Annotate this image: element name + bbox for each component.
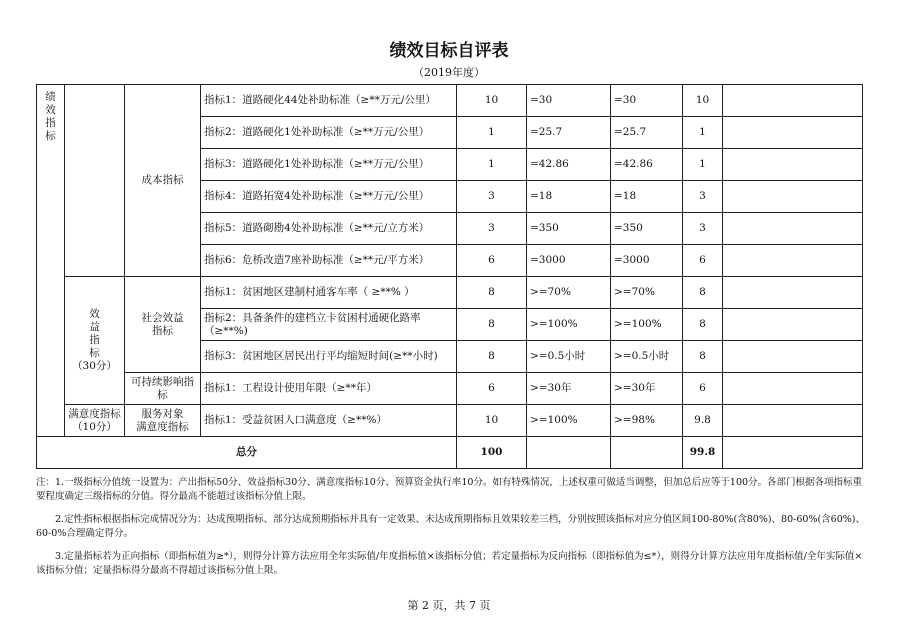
performance-table (36, 84, 863, 469)
actual-value: >=98% (611, 405, 683, 437)
target-value: =3000 (527, 245, 611, 277)
remarks (723, 405, 863, 437)
weight: 8 (457, 309, 527, 341)
weight: 6 (457, 245, 527, 277)
score: 8 (683, 277, 723, 309)
empty (527, 437, 611, 469)
total-weight: 100 (457, 437, 527, 469)
level1-label: 绩 效 指 标 (37, 85, 65, 437)
target-value: >=0.5小时 (527, 341, 611, 373)
weight: 6 (457, 373, 527, 405)
target-value: =30 (527, 85, 611, 117)
score: 9.8 (683, 405, 723, 437)
actual-value: =25.7 (611, 117, 683, 149)
weight: 8 (457, 277, 527, 309)
page-subtitle: （2019年度） (413, 66, 485, 79)
target-value: >=100% (527, 309, 611, 341)
indicator-name: 指标2：道路硬化1处补助标准（≥**万元/公里） (201, 117, 457, 149)
level3-social: 社会效益 指标 (125, 277, 201, 373)
weight: 3 (457, 213, 527, 245)
actual-value: =30 (611, 85, 683, 117)
note-2: 2.定性指标根据指标完成情况分为：达成预期指标、部分达成预期指标并具有一定效果、未达成预期指标且效果较差三档，分别按照该指标对应分值区间100-80%(含80%)、80-60%(含60%)、60-0%合理确定得分。 (36, 514, 865, 539)
target-value: =350 (527, 213, 611, 245)
level3-service: 服务对象 满意度指标 (125, 405, 201, 437)
actual-value: =3000 (611, 245, 683, 277)
remarks (723, 117, 863, 149)
target-value: =25.7 (527, 117, 611, 149)
remarks (723, 181, 863, 213)
table-row (37, 85, 863, 117)
total-row (37, 437, 863, 469)
page-title: 绩效目标自评表 (389, 41, 509, 61)
score: 10 (683, 85, 723, 117)
target-value: >=70% (527, 277, 611, 309)
level2-empty (65, 85, 125, 277)
score: 6 (683, 245, 723, 277)
actual-value: >=70% (611, 277, 683, 309)
indicator-name: 指标4：道路拓宽4处补助标准（≥**万元/公里） (201, 181, 457, 213)
target-value: >=30年 (527, 373, 611, 405)
target-value: =42.86 (527, 149, 611, 181)
score: 1 (683, 117, 723, 149)
table-row (37, 277, 863, 309)
score: 6 (683, 373, 723, 405)
remarks (723, 85, 863, 117)
remarks (723, 309, 863, 341)
page-footer: 第 2 页，共 7 页 (407, 599, 491, 612)
remarks (723, 149, 863, 181)
weight: 10 (457, 405, 527, 437)
weight: 1 (457, 149, 527, 181)
indicator-name: 指标6：危桥改造7座补助标准（≥**元/平方米） (201, 245, 457, 277)
weight: 3 (457, 181, 527, 213)
score: 3 (683, 181, 723, 213)
level2-cost: 成本指标 (125, 85, 201, 277)
indicator-name: 指标1：道路硬化44处补助标准（≥**万元/公里） (201, 85, 457, 117)
remarks (723, 437, 863, 469)
remarks (723, 213, 863, 245)
indicator-name: 指标1：受益贫困人口满意度（≥**%） (201, 405, 457, 437)
level2-satisfaction: 满意度指标 （10分） (65, 405, 125, 437)
actual-value: =42.86 (611, 149, 683, 181)
notes (36, 476, 866, 587)
actual-value: =18 (611, 181, 683, 213)
indicator-name: 指标5：道路砌勘4处补助标准（≥**元/立方米） (201, 213, 457, 245)
note-3: 3.定量指标若为正向指标（即指标值为≥*），则得分计算方法应用全年实际值/年度指标值×该指标分值；若定量指标为反向指标（即指标值为≤*），则得分计算方法应用年度指标值/全年实际值×该指标分值；定量指标得分最高不得超过该指标分值上限。 (36, 551, 863, 576)
weight: 8 (457, 341, 527, 373)
level3-sustain: 可持续影响指标 (125, 373, 201, 405)
indicator-name: 指标3：贫困地区居民出行平均缩短时间(≥**小时) (201, 341, 457, 373)
actual-value: =350 (611, 213, 683, 245)
indicator-name: 指标1：贫困地区建制村通客车率（ ≥**% ） (201, 277, 457, 309)
remarks (723, 277, 863, 309)
note-1: 注：1.一级指标分值统一设置为：产出指标50分、效益指标30分、满意度指标10分、预算资金执行率10分。如有特殊情况，上述权重可做适当调整，但加总后应等于100分。各部门根据各项指标重要程度确定三级指标的分值。得分最高不能超过该指标分值上限。 (36, 477, 863, 502)
score: 1 (683, 149, 723, 181)
empty (611, 437, 683, 469)
indicator-name: 指标1：工程设计使用年限（≥**年） (201, 373, 457, 405)
remarks (723, 245, 863, 277)
actual-value: >=30年 (611, 373, 683, 405)
indicator-name: 指标2：具备条件的建档立卡贫困村通硬化路率（≥**%) (201, 309, 457, 341)
target-value: =18 (527, 181, 611, 213)
score: 8 (683, 309, 723, 341)
level2-benefit: 效 益 指 标 （30分） (65, 277, 125, 405)
weight: 10 (457, 85, 527, 117)
total-score: 99.8 (683, 437, 723, 469)
weight: 1 (457, 117, 527, 149)
score: 3 (683, 213, 723, 245)
total-label: 总分 (37, 437, 457, 469)
remarks (723, 373, 863, 405)
score: 8 (683, 341, 723, 373)
actual-value: >=100% (611, 309, 683, 341)
remarks (723, 341, 863, 373)
actual-value: >=0.5小时 (611, 341, 683, 373)
target-value: >=100% (527, 405, 611, 437)
indicator-name: 指标3：道路硬化1处补助标准（≥**万元/公里） (201, 149, 457, 181)
